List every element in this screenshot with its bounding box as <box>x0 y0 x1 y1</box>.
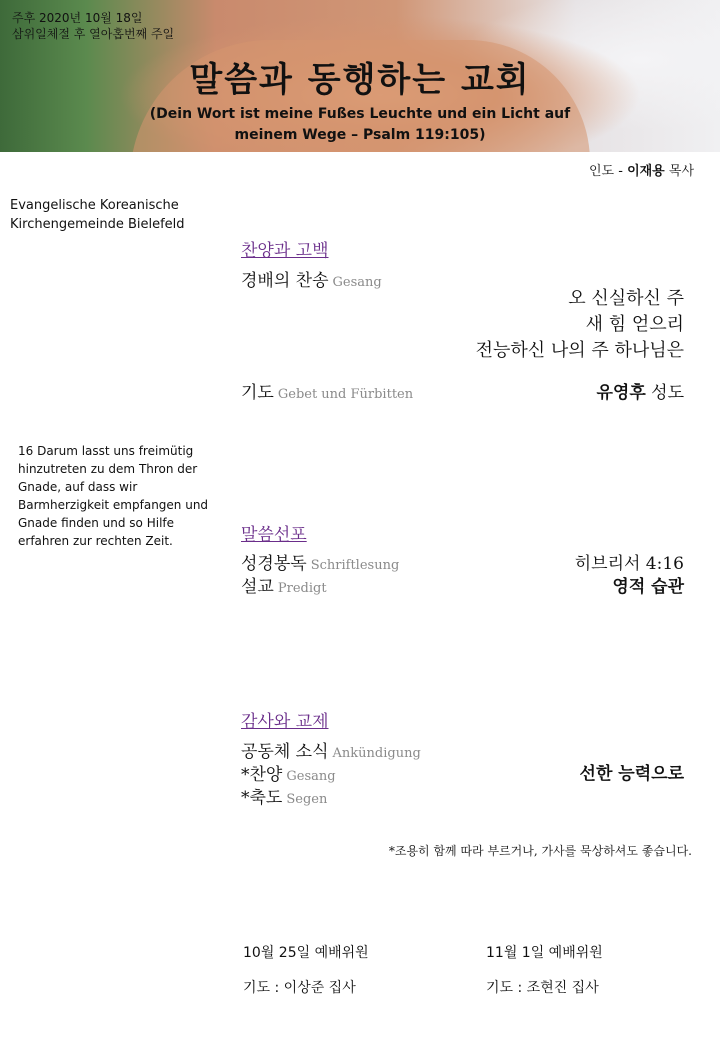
sermon-title: 영적 습관 <box>612 577 684 597</box>
verse-line: erfahren zur rechten Zeit. <box>18 534 173 548</box>
service-leader <box>589 160 694 179</box>
lyric-line: 새 힘 얻으리 <box>585 314 684 335</box>
verse-line: hinzutreten zu dem Thron der <box>18 462 198 476</box>
news-row <box>241 737 421 762</box>
sermon-row <box>241 572 327 597</box>
reading-reference: 히브리서 4:16 <box>574 554 684 574</box>
service-date-line2: 삼위일체절 후 열아홉번째 주일 <box>12 27 175 41</box>
sermon-label-de: Predigt <box>277 581 327 596</box>
news-label-de: Ankündigung <box>332 746 421 761</box>
prayer-row <box>241 378 413 403</box>
prayer-leader-title: 성도 <box>645 383 684 403</box>
song-label-de: Gesang <box>286 769 336 784</box>
page-title: 말씀과 동행하는 교회 <box>189 60 531 100</box>
blessing-label-de: Segen <box>286 792 328 807</box>
prayer-leader-name: 유영후 <box>596 383 646 403</box>
leader-title: 목사 <box>664 164 694 179</box>
service-date-line1: 주후 2020년 10월 18일 <box>12 11 143 25</box>
subtitle-line2: meinem Wege – Psalm 119:105) <box>234 127 486 143</box>
header-banner <box>0 0 720 152</box>
news-label: 공동체 소식 <box>241 742 329 762</box>
leader-prefix: 인도 - <box>588 164 628 179</box>
hymn-label-de: Gesang <box>332 275 382 290</box>
closing-song-title: 선한 능력으로 <box>579 764 684 784</box>
verse-line: Barmherzigkeit empfangen und <box>18 498 209 512</box>
section-heading-sermon: 말씀선포 <box>241 525 307 545</box>
page-subtitle <box>0 104 720 146</box>
verse-line: 16 Darum lasst uns freimütig <box>18 444 194 458</box>
bible-verse <box>18 442 223 550</box>
song-label: *찬양 <box>241 765 283 785</box>
hymn-lyrics <box>476 286 684 364</box>
leader-name: 이재용 <box>627 164 665 179</box>
hymn-row <box>241 266 382 291</box>
blessing-row <box>241 783 327 808</box>
reading-row <box>241 549 399 574</box>
blessing-label: *축도 <box>241 788 283 808</box>
church-name-line1: Evangelische Koreanische <box>10 198 179 213</box>
subtitle-line1: (Dein Wort ist meine Fußes Leuchte und ein Licht auf <box>149 106 571 122</box>
prayer-leader <box>596 378 684 403</box>
reading-label: 성경봉독 <box>241 554 307 574</box>
song-row <box>241 760 336 785</box>
schedule-date-next: 10월 25일 예배위원 <box>243 945 369 961</box>
section-heading-thanks: 감사와 교제 <box>241 712 329 732</box>
section-heading-praise: 찬양과 고백 <box>241 241 329 261</box>
prayer-label: 기도 <box>241 383 274 403</box>
lyric-line: 오 신실하신 주 <box>568 288 684 309</box>
sermon-label: 설교 <box>241 577 274 597</box>
service-date <box>12 10 174 42</box>
reading-label-de: Schriftlesung <box>310 558 400 573</box>
footnote: *조용히 함께 따라 부르거나, 가사를 묵상하셔도 좋습니다. <box>388 844 692 858</box>
verse-line: Gnade finden und so Hilfe <box>18 516 175 530</box>
prayer-label-de: Gebet und Fürbitten <box>277 387 414 402</box>
church-name-line2: Kirchengemeinde Bielefeld <box>10 217 185 232</box>
schedule-prayer-next: 기도 : 이상준 집사 <box>243 980 356 996</box>
schedule-prayer-after: 기도 : 조현진 집사 <box>486 980 599 996</box>
lyric-line: 전능하신 나의 주 하나님은 <box>475 340 684 361</box>
church-name <box>10 196 220 234</box>
verse-line: Gnade, auf dass wir <box>18 480 138 494</box>
schedule-date-after: 11월 1일 예배위원 <box>486 945 603 961</box>
hymn-label: 경배의 찬송 <box>241 271 329 291</box>
